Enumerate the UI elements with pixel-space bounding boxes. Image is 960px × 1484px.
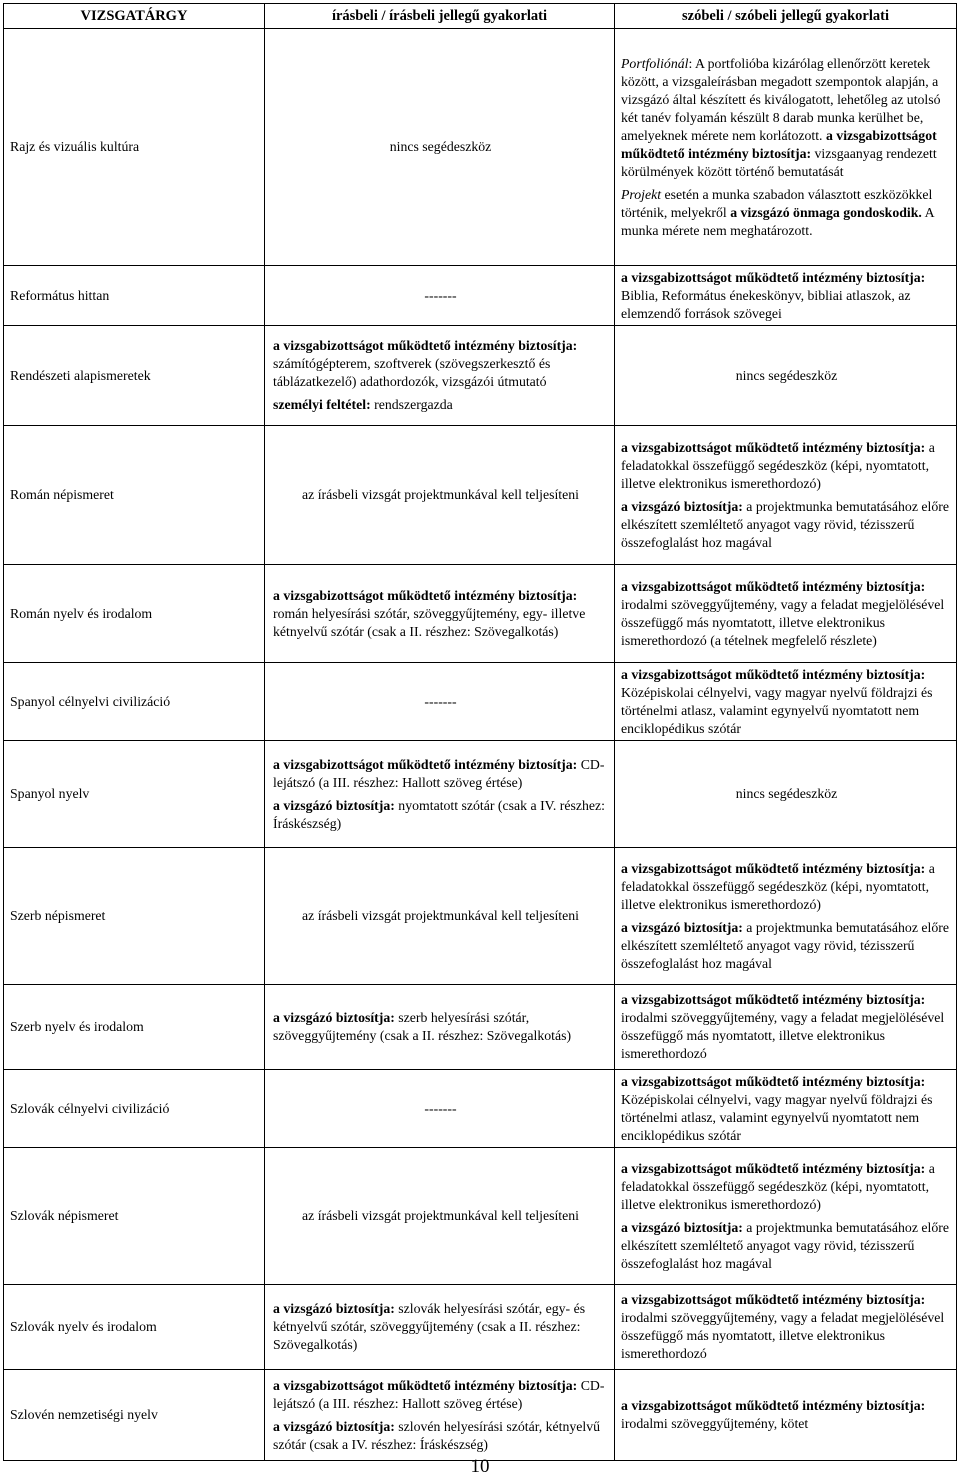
oral-aids-paragraph	[621, 498, 952, 552]
oral-aids-cell	[615, 1370, 957, 1461]
written-aids-paragraph	[273, 756, 608, 792]
table-row	[4, 326, 957, 426]
subject-cell: Román nyelv és irodalom	[4, 565, 265, 663]
written-aids-paragraph	[273, 1418, 608, 1454]
subject-cell: Református hittan	[4, 266, 265, 326]
written-aids-cell	[265, 1070, 615, 1148]
text-run: a vizsgázó biztosítja:	[621, 498, 743, 514]
header-subject: VIZSGATÁRGY	[4, 4, 265, 29]
table-row	[4, 29, 957, 266]
table-row	[4, 985, 957, 1070]
oral-aids-cell	[615, 426, 957, 565]
text-run: nincs segédeszköz	[389, 139, 492, 154]
text-run: irodalmi szöveggyűjtemény, vagy a feladat megjelölésével összefüggő más nyomtatott, illetve elektronikus ismerethordozó	[621, 1010, 945, 1061]
written-aids-cell	[265, 1370, 615, 1461]
oral-aids-cell	[615, 29, 957, 266]
subject-cell: Rendészeti alapismeretek	[4, 326, 265, 426]
text-run: a vizsgabizottságot működtető intézmény biztosítja:	[621, 1160, 926, 1176]
text-run: CD-lejátszó (a III. részhez: Hallott szöveg értése)	[273, 756, 605, 790]
text-run: a projektmunka bemutatásához előre elkészített szemléltető anyagot vagy rövid, tézisszerű összefoglalást hoz magával	[621, 1219, 949, 1271]
text-run: a vizsgabizottságot működtető intézmény biztosítja:	[621, 992, 926, 1007]
text-run: a vizsgabizottságot működtető intézmény biztosítja:	[273, 1377, 578, 1393]
text-run: Projekt	[621, 186, 662, 202]
written-aids-paragraph	[273, 907, 608, 925]
text-run: az írásbeli vizsgát projektmunkával kell teljesíteni	[302, 1208, 579, 1223]
text-run: a vizsgázó önmaga gondoskodik.	[730, 204, 922, 220]
written-aids-paragraph	[273, 1300, 608, 1354]
text-run: Középiskolai célnyelvi, vagy magyar nyelvű földrajzi és történelmi atlasz, valamint egynyelvű nyomtatott nem enciklopédikus szótár	[621, 1091, 933, 1143]
written-aids-cell	[265, 1148, 615, 1285]
oral-aids-cell	[615, 326, 957, 426]
exam-aids-table	[3, 3, 957, 1461]
text-run: a vizsgabizottságot működtető intézmény biztosítja:	[621, 439, 926, 455]
text-run: -------	[424, 1100, 457, 1116]
table-row	[4, 266, 957, 326]
oral-aids-paragraph	[621, 55, 952, 181]
text-run: nincs segédeszköz	[735, 367, 838, 383]
written-aids-cell	[265, 326, 615, 426]
text-run: irodalmi szöveggyűjtemény, vagy a feladat megjelölésével összefüggő más nyomtatott, illetve elektronikus ismerethordozó	[621, 1310, 945, 1361]
text-run: a projektmunka bemutatásához előre elkészített szemléltető anyagot vagy rövid, tézisszerű összefoglalást hoz magával	[621, 498, 949, 550]
table-row	[4, 741, 957, 848]
oral-aids-paragraph	[621, 860, 952, 914]
oral-aids-paragraph	[621, 578, 952, 650]
written-aids-cell	[265, 1285, 615, 1370]
text-run: : A portfolióba kizárólag ellenőrzött keretek között, a vizsgaleírásban megadott szempontok alapján, a vizsgázó által készített és kiválogatott, lehetőleg az utolsó két tanév folyamán készült 8 darab munka kerülhet be, amelyeknek mérete nem korlátozott.	[621, 55, 941, 143]
table-row	[4, 1070, 957, 1148]
written-aids-paragraph	[273, 1207, 608, 1225]
oral-aids-cell	[615, 1285, 957, 1370]
header-written: írásbeli / írásbeli jellegű gyakorlati	[265, 4, 615, 29]
written-aids-paragraph	[273, 1100, 608, 1118]
written-aids-paragraph	[273, 797, 608, 833]
text-run: a vizsgabizottságot működtető intézmény biztosítja:	[621, 1073, 926, 1089]
text-run: Biblia, Református énekeskönyv, bibliai atlaszok, az elemzendő források szövegei	[621, 287, 911, 321]
written-aids-paragraph	[273, 693, 608, 711]
written-aids-paragraph	[273, 1009, 608, 1045]
oral-aids-cell	[615, 985, 957, 1070]
subject-cell: Szlovén nemzetiségi nyelv	[4, 1370, 265, 1461]
written-aids-paragraph	[273, 337, 608, 391]
oral-aids-paragraph	[621, 991, 952, 1063]
page-number: 10	[470, 1456, 490, 1477]
written-aids-paragraph	[273, 587, 608, 641]
written-aids-cell	[265, 266, 615, 326]
written-aids-paragraph	[273, 486, 608, 504]
text-run: -------	[424, 693, 457, 709]
table-row	[4, 426, 957, 565]
subject-cell: Szerb nyelv és irodalom	[4, 985, 265, 1070]
oral-aids-paragraph	[621, 1160, 952, 1214]
subject-cell: Rajz és vizuális kultúra	[4, 29, 265, 266]
text-run: román helyesírási szótár, szöveggyűjtemény, egy- illetve kétnyelvű szótár (csak a II. részhez: Szövegalkotás)	[273, 605, 586, 639]
subject-cell: Szlovák célnyelvi civilizáció	[4, 1070, 265, 1148]
text-run: nyomtatott szótár (csak a IV. részhez: Íráskészség)	[273, 797, 605, 831]
oral-aids-paragraph	[621, 1291, 952, 1363]
text-run: nincs segédeszköz	[735, 786, 838, 801]
written-aids-cell	[265, 663, 615, 741]
written-aids-cell	[265, 848, 615, 985]
written-aids-paragraph	[273, 287, 608, 305]
oral-aids-paragraph	[621, 186, 952, 240]
text-run: irodalmi szöveggyűjtemény, vagy a feladat megjelölésével összefüggő más nyomtatott, illetve elektronikus ismerethordozó (a tételnek megfelelő részlete)	[621, 596, 945, 648]
written-aids-cell	[265, 426, 615, 565]
subject-cell: Szlovák népismeret	[4, 1148, 265, 1285]
text-run: a vizsgabizottságot működtető intézmény biztosítja:	[273, 587, 578, 603]
text-run: Portfoliónál	[621, 55, 689, 71]
text-run: a vizsgázó biztosítja:	[273, 1418, 395, 1434]
table-row	[4, 1148, 957, 1285]
text-run: A munka mérete nem meghatározott.	[621, 204, 934, 238]
oral-aids-paragraph	[621, 1073, 952, 1145]
written-aids-cell	[265, 985, 615, 1070]
text-run: a vizsgabizottságot működtető intézmény biztosítja:	[621, 860, 926, 876]
text-run: a projektmunka bemutatásához előre elkészített szemléltető anyagot vagy rövid, tézisszerű összefoglalást hoz magával	[621, 919, 949, 971]
text-run: a feladatokkal összefüggő segédeszköz (képi, nyomtatott, illetve elektronikus ismerethordozó)	[621, 439, 935, 491]
subject-cell: Román népismeret	[4, 426, 265, 565]
text-run: szlovén helyesírási szótár, kétnyelvű szótár (csak a IV. részhez: Íráskészség)	[273, 1418, 601, 1452]
written-aids-cell	[265, 29, 615, 266]
written-aids-paragraph	[273, 138, 608, 156]
subject-cell: Szerb népismeret	[4, 848, 265, 985]
table-row	[4, 663, 957, 741]
table-row	[4, 1285, 957, 1370]
text-run: az írásbeli vizsgát projektmunkával kell teljesíteni	[302, 487, 579, 502]
text-run: rendszergazda	[370, 397, 453, 412]
written-aids-cell	[265, 565, 615, 663]
oral-aids-paragraph	[621, 367, 952, 385]
text-run: irodalmi szöveggyűjtemény, kötet	[621, 1416, 809, 1431]
oral-aids-cell	[615, 266, 957, 326]
written-aids-cell	[265, 741, 615, 848]
text-run: a vizsgázó biztosítja:	[273, 797, 395, 813]
text-run: CD-lejátszó (a III. részhez: Hallott szöveg értése)	[273, 1377, 605, 1411]
text-run: a vizsgabizottságot működtető intézmény biztosítja:	[273, 338, 578, 353]
oral-aids-cell	[615, 565, 957, 663]
oral-aids-paragraph	[621, 439, 952, 493]
written-aids-paragraph	[273, 1377, 608, 1413]
subject-cell: Spanyol nyelv	[4, 741, 265, 848]
text-run: a vizsgázó biztosítja:	[273, 1010, 395, 1025]
subject-cell: Spanyol célnyelvi civilizáció	[4, 663, 265, 741]
oral-aids-paragraph	[621, 269, 952, 323]
table-row	[4, 1370, 957, 1461]
text-run: a vizsgabizottságot működtető intézmény biztosítja:	[621, 1398, 926, 1413]
oral-aids-paragraph	[621, 785, 952, 803]
text-run: az írásbeli vizsgát projektmunkával kell teljesíteni	[302, 908, 579, 923]
text-run: vizsgaanyag rendezett körülmények között történő bemutatását	[621, 145, 937, 179]
text-run: a vizsgabizottságot működtető intézmény biztosítja:	[621, 666, 926, 682]
oral-aids-cell	[615, 663, 957, 741]
oral-aids-paragraph	[621, 1219, 952, 1273]
text-run: a feladatokkal összefüggő segédeszköz (képi, nyomtatott, illetve elektronikus ismerethordozó)	[621, 1160, 935, 1212]
text-run: -------	[424, 287, 457, 303]
text-run: a vizsgabizottságot működtető intézmény biztosítja:	[621, 1292, 926, 1307]
text-run: szerb helyesírási szótár, szöveggyűjtemény (csak a II. részhez: Szövegalkotás)	[273, 1010, 572, 1043]
oral-aids-cell	[615, 1148, 957, 1285]
text-run: Középiskolai célnyelvi, vagy magyar nyelvű földrajzi és történelmi atlasz, valamint egynyelvű nyomtatott nem enciklopédikus szótár	[621, 684, 933, 736]
table-row	[4, 848, 957, 985]
oral-aids-cell	[615, 1070, 957, 1148]
text-run: esetén a munka szabadon választott eszközökkel történik, melyekről	[621, 186, 933, 220]
oral-aids-paragraph	[621, 1397, 952, 1433]
oral-aids-paragraph	[621, 666, 952, 738]
header-oral: szóbeli / szóbeli jellegű gyakorlati	[615, 4, 957, 29]
text-run: szlovák helyesírási szótár, egy- és kétnyelvű szótár, szöveggyűjtemény (csak a II. részhez: Szövegalkotás)	[273, 1301, 586, 1352]
text-run: a vizsgabizottságot működtető intézmény biztosítja:	[621, 578, 926, 594]
text-run: a feladatokkal összefüggő segédeszköz (képi, nyomtatott, illetve elektronikus ismerethordozó)	[621, 860, 935, 912]
subject-cell: Szlovák nyelv és irodalom	[4, 1285, 265, 1370]
text-run: a vizsgázó biztosítja:	[621, 919, 743, 935]
text-run: a vizsgabizottságot működtető intézmény biztosítja:	[621, 269, 926, 285]
oral-aids-cell	[615, 741, 957, 848]
table-row	[4, 565, 957, 663]
written-aids-paragraph	[273, 396, 608, 414]
text-run: számítógépterem, szoftverek (szövegszerkesztő és táblázatkezelő) adathordozók, vizsgázói útmutató	[273, 356, 551, 389]
text-run: személyi feltétel:	[273, 397, 371, 412]
oral-aids-paragraph	[621, 919, 952, 973]
text-run: a vizsgabizottságot működtető intézmény biztosítja:	[621, 127, 937, 161]
table-body	[4, 29, 957, 1461]
text-run: a vizsgázó biztosítja:	[621, 1219, 743, 1235]
text-run: a vizsgázó biztosítja:	[273, 1301, 395, 1316]
text-run: a vizsgabizottságot működtető intézmény biztosítja:	[273, 756, 578, 772]
table-header-row	[4, 4, 957, 29]
oral-aids-cell	[615, 848, 957, 985]
